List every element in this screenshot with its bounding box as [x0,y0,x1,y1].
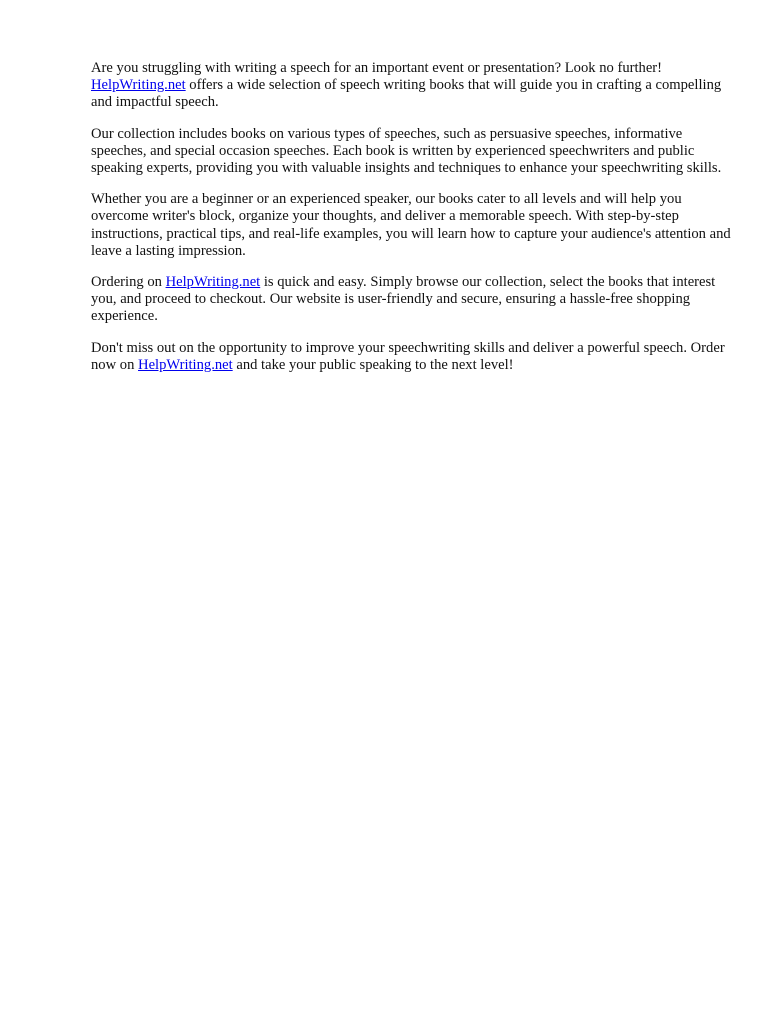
collection-text: Our collection includes books on various types of speeches, such as persuasive speeches, informative speeches, and special occasion speeches. Each book is written by experienced speechwriters and public speaking experts, providing you with valuable insights and techniques to enhance your speechwriting skills. [91,125,722,177]
paragraph-ordering [91,274,731,326]
intro-text-continued: offers a wide selection of speech writing books that will guide you in crafting a compelling and impactful speech. [91,77,722,111]
intro-text: Are you struggling with writing a speech for an important event or presentation? Look no further! [91,60,663,76]
paragraph-levels [91,191,731,260]
ordering-text-continued: is quick and easy. Simply browse our collection, select the books that interest you, and proceed to checkout. Our website is user-friendly and secure, ensuring a hassle-free shopping experience. [91,274,716,325]
paragraph-intro [91,60,731,112]
helpwriting-link[interactable]: HelpWriting.net [165,274,261,291]
helpwriting-link[interactable]: HelpWriting.net [138,356,233,373]
paragraph-collection [91,126,731,178]
closing-text-continued: and take your public speaking to the next level! [232,356,514,373]
document-body [91,60,731,388]
levels-text: Whether you are a beginner or an experienced speaker, our books cater to all levels and will help you overcome writer's block, organize your thoughts, and deliver a memorable speech. With step-by-step instructions, practical tips, and real-life examples, you will learn how to capture your audience's attention and leave a lasting impression. [91,191,731,259]
closing-text: Don't miss out on the opportunity to improve your speechwriting skills and deliver a powerful speech. Order now on [91,339,725,373]
paragraph-closing [91,340,731,374]
helpwriting-link[interactable]: HelpWriting.net [91,77,186,94]
ordering-text: Ordering on [91,274,166,291]
